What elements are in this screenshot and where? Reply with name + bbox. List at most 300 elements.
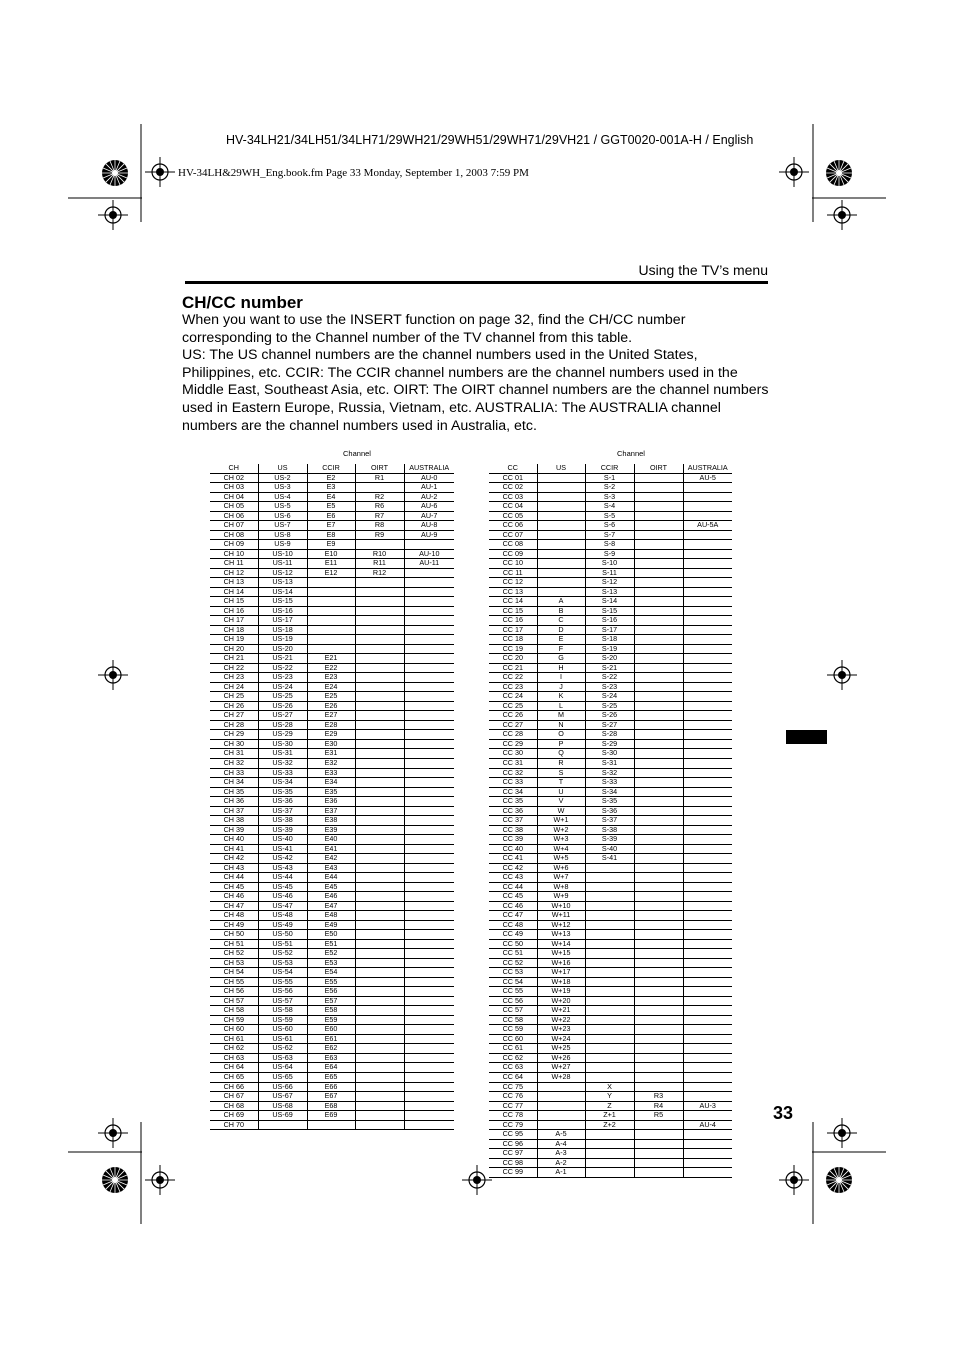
table-row [489,1158,732,1168]
table-cell [355,663,404,673]
table-cell [683,483,732,493]
table-cell: Z+2 [585,1120,634,1130]
table-cell [404,892,454,902]
table-cell [404,682,454,692]
table-cell [355,920,404,930]
table-cell: US-47 [258,901,307,911]
table-cell: US-16 [258,606,307,616]
table-cell: F [537,644,585,654]
table-cell [585,1073,634,1083]
table-cell: CC 04 [489,502,537,512]
table-cell [683,502,732,512]
model-header: HV-34LH21/34LH51/34LH71/29WH21/29WH51/29WH71/29VH21 / GGT0020-001A-H / English [226,133,754,147]
table-row [210,730,454,740]
table-cell [537,1101,585,1111]
table-cell: E66 [307,1082,355,1092]
table-cell: S-26 [585,711,634,721]
table-cell: US-26 [258,701,307,711]
table-cell [355,987,404,997]
table-cell [683,692,732,702]
ch-table-header-row [210,464,454,473]
table-row [210,911,454,921]
table-cell [683,1015,732,1025]
file-info-header: HV-34LH&29WH_Eng.book.fm Page 33 Monday, September 1, 2003 7:59 PM [178,167,529,179]
ch-table-caption: Channel [343,449,371,458]
table-row [489,483,732,493]
table-cell: W+22 [537,1015,585,1025]
table-cell: S-11 [585,568,634,578]
table-cell: E61 [307,1034,355,1044]
table-cell: CH 62 [210,1044,258,1054]
table-cell [404,911,454,921]
table-cell: E50 [307,930,355,940]
table-cell [634,597,683,607]
table-cell: CH 19 [210,635,258,645]
table-cell [537,549,585,559]
table-row [489,758,732,768]
table-cell: US-24 [258,682,307,692]
table-cell: E49 [307,920,355,930]
table-row [210,1111,454,1121]
table-cell: CC 38 [489,825,537,835]
table-cell [307,597,355,607]
table-cell: E5 [307,502,355,512]
table-cell: CC 16 [489,616,537,626]
table-row [489,854,732,864]
table-row [489,635,732,645]
table-cell: CC 59 [489,1025,537,1035]
table-cell [355,1082,404,1092]
table-cell: US-3 [258,483,307,493]
table-cell: S-17 [585,625,634,635]
table-cell [634,1073,683,1083]
table-cell [683,559,732,569]
table-row [489,1130,732,1140]
table-cell: CC 41 [489,854,537,864]
table-cell: US-69 [258,1111,307,1121]
table-row [489,797,732,807]
table-cell [355,758,404,768]
table-row [489,1111,732,1121]
table-cell [404,930,454,940]
table-row [489,616,732,626]
table-row [210,797,454,807]
table-cell: E38 [307,816,355,826]
table-cell: US-68 [258,1101,307,1111]
table-cell: CH 14 [210,587,258,597]
table-cell: CH 04 [210,492,258,502]
table-row [489,739,732,749]
table-cell [404,958,454,968]
table-cell [634,511,683,521]
table-cell: S-38 [585,825,634,835]
table-cell [683,530,732,540]
table-cell: CH 55 [210,977,258,987]
table-cell: CC 42 [489,863,537,873]
table-cell: CH 26 [210,701,258,711]
table-cell: US-7 [258,521,307,531]
table-cell [537,1111,585,1121]
table-cell [355,1034,404,1044]
table-cell [404,1044,454,1054]
table-row [210,987,454,997]
table-cell [355,797,404,807]
table-cell: S-19 [585,644,634,654]
table-cell: E43 [307,863,355,873]
table-cell: US-15 [258,597,307,607]
table-cell [634,854,683,864]
table-cell [634,1158,683,1168]
table-cell [683,758,732,768]
table-cell: Z [585,1101,634,1111]
table-cell [683,835,732,845]
table-cell: CC 10 [489,559,537,569]
table-row [210,778,454,788]
registration-target-icon [779,157,809,187]
table-row [210,816,454,826]
table-cell [683,730,732,740]
table-row [210,854,454,864]
table-row [489,749,732,759]
table-cell: W+4 [537,844,585,854]
table-cell: US-29 [258,730,307,740]
table-row [489,996,732,1006]
table-cell [683,787,732,797]
table-cell: US-36 [258,797,307,807]
table-cell: E64 [307,1063,355,1073]
table-row [489,987,732,997]
table-cell [634,739,683,749]
table-row [489,587,732,597]
table-row [210,701,454,711]
table-cell: R [537,758,585,768]
table-row [489,549,732,559]
table-cell: E48 [307,911,355,921]
table-cell: S-22 [585,673,634,683]
table-cell: CH 37 [210,806,258,816]
table-cell [355,635,404,645]
table-cell: CC 28 [489,730,537,740]
table-cell [355,1101,404,1111]
table-cell [355,730,404,740]
table-cell: CC 98 [489,1158,537,1168]
table-cell: S-27 [585,720,634,730]
table-cell [634,720,683,730]
table-cell [585,1158,634,1168]
table-cell: W+2 [537,825,585,835]
table-cell: US-64 [258,1063,307,1073]
table-row [489,844,732,854]
table-cell: CC 07 [489,530,537,540]
column-header: US [258,464,307,473]
table-cell: CH 13 [210,578,258,588]
table-cell [634,1168,683,1178]
table-row [489,730,732,740]
table-cell [585,1063,634,1073]
table-cell: S-2 [585,483,634,493]
table-cell: CC 23 [489,682,537,692]
table-cell: CC 55 [489,987,537,997]
table-cell [634,673,683,683]
table-cell [683,1130,732,1140]
registration-target-icon [779,1165,809,1195]
table-row [210,663,454,673]
table-cell [634,1015,683,1025]
table-cell [585,987,634,997]
ch-table-block [210,449,454,1129]
table-row [210,949,454,959]
table-cell: W+23 [537,1025,585,1035]
table-cell: A-5 [537,1130,585,1140]
table-cell [404,1053,454,1063]
table-cell [307,635,355,645]
table-cell [634,483,683,493]
table-cell [634,578,683,588]
table-row [489,559,732,569]
table-cell [683,863,732,873]
table-cell [585,977,634,987]
table-cell [634,587,683,597]
table-cell [683,1044,732,1054]
table-cell: E52 [307,949,355,959]
table-cell [634,682,683,692]
table-cell [634,749,683,759]
table-cell: E36 [307,797,355,807]
table-cell [537,511,585,521]
column-header: CC [489,464,537,473]
table-cell [355,977,404,987]
table-cell: US-41 [258,844,307,854]
table-cell: E30 [307,739,355,749]
table-cell [355,1120,404,1130]
table-cell [634,758,683,768]
table-cell: E2 [307,473,355,483]
table-cell [683,1139,732,1149]
table-cell [307,616,355,626]
column-header: US [537,464,585,473]
table-cell [683,1149,732,1159]
table-cell [683,939,732,949]
table-row [489,682,732,692]
table-cell [683,816,732,826]
table-cell [683,958,732,968]
table-cell [404,701,454,711]
table-cell [634,625,683,635]
table-cell: US-32 [258,758,307,768]
table-cell: CC 29 [489,739,537,749]
table-cell [585,1139,634,1149]
table-cell [683,768,732,778]
table-cell: US-27 [258,711,307,721]
table-cell [634,635,683,645]
table-cell: CH 31 [210,749,258,759]
table-cell: CH 50 [210,930,258,940]
table-cell: CC 61 [489,1044,537,1054]
table-row [210,1034,454,1044]
table-cell: US-35 [258,787,307,797]
table-cell [404,587,454,597]
table-cell: US-14 [258,587,307,597]
table-cell [683,882,732,892]
table-cell [404,1101,454,1111]
table-cell: S-29 [585,739,634,749]
table-cell [355,930,404,940]
table-cell: E8 [307,530,355,540]
table-cell [634,797,683,807]
table-cell [683,892,732,902]
table-cell: CC 95 [489,1130,537,1140]
table-row [489,511,732,521]
table-cell [537,540,585,550]
table-cell [683,778,732,788]
table-cell: E37 [307,806,355,816]
table-row [489,977,732,987]
table-cell: CH 43 [210,863,258,873]
table-cell: W+15 [537,949,585,959]
table-cell: A-1 [537,1168,585,1178]
table-cell: R11 [355,559,404,569]
table-cell: CH 11 [210,559,258,569]
table-cell: E24 [307,682,355,692]
registration-target-icon [462,1165,492,1195]
table-cell: E65 [307,1073,355,1083]
table-row [210,635,454,645]
table-row [489,663,732,673]
table-cell [404,625,454,635]
table-cell [404,863,454,873]
table-cell: CH 34 [210,778,258,788]
table-cell [404,949,454,959]
starburst-target-icon [825,159,853,187]
table-row [489,720,732,730]
table-row [489,473,732,483]
table-cell: E58 [307,1006,355,1016]
table-cell [404,987,454,997]
table-cell: US-44 [258,873,307,883]
table-cell [683,1073,732,1083]
table-cell: CC 78 [489,1111,537,1121]
table-cell [355,1092,404,1102]
table-cell [634,863,683,873]
table-cell: CC 12 [489,578,537,588]
table-cell: US-5 [258,502,307,512]
table-cell [585,873,634,883]
table-cell [404,1025,454,1035]
table-cell: P [537,739,585,749]
table-row [210,882,454,892]
table-cell: W+21 [537,1006,585,1016]
table-cell: CC 20 [489,654,537,664]
registration-target-icon [98,660,128,690]
table-cell [404,1034,454,1044]
table-cell: US-51 [258,939,307,949]
table-cell: S-24 [585,692,634,702]
table-cell [634,568,683,578]
table-cell: V [537,797,585,807]
table-cell: CH 63 [210,1053,258,1063]
table-cell [585,1006,634,1016]
table-cell: S-36 [585,806,634,816]
table-cell [683,625,732,635]
table-cell [683,949,732,959]
table-cell: CC 79 [489,1120,537,1130]
table-cell: S-9 [585,549,634,559]
table-cell: AU-5 [683,473,732,483]
table-cell [634,873,683,883]
table-row [489,911,732,921]
table-cell: E7 [307,521,355,531]
table-cell [404,968,454,978]
table-cell [355,844,404,854]
table-cell: E60 [307,1025,355,1035]
table-row [489,901,732,911]
table-cell: S-23 [585,682,634,692]
table-cell: CC 32 [489,768,537,778]
cc-table-block [489,449,732,1177]
table-row [210,873,454,883]
table-cell: E33 [307,768,355,778]
table-cell [634,1149,683,1159]
table-cell [683,854,732,864]
table-cell: CC 36 [489,806,537,816]
table-cell [404,616,454,626]
table-row [210,559,454,569]
table-cell [683,597,732,607]
table-cell [683,1063,732,1073]
table-cell [355,701,404,711]
table-cell: I [537,673,585,683]
table-row [210,597,454,607]
table-cell [404,635,454,645]
table-cell: S-32 [585,768,634,778]
table-cell [683,492,732,502]
table-cell: E41 [307,844,355,854]
table-cell: US-49 [258,920,307,930]
table-cell: Z+1 [585,1111,634,1121]
table-cell [585,1053,634,1063]
table-cell: CC 64 [489,1073,537,1083]
table-cell: AU-7 [404,511,454,521]
table-row [489,701,732,711]
table-cell: CC 40 [489,844,537,854]
table-cell: E47 [307,901,355,911]
table-cell: R3 [634,1092,683,1102]
table-cell [537,502,585,512]
table-cell: CH 47 [210,901,258,911]
table-cell: CH 15 [210,597,258,607]
table-cell [683,540,732,550]
table-cell: E54 [307,968,355,978]
table-row [489,825,732,835]
table-cell: US-4 [258,492,307,502]
table-cell [404,835,454,845]
table-cell: CC 17 [489,625,537,635]
table-cell: W+9 [537,892,585,902]
table-cell [404,778,454,788]
table-cell [683,977,732,987]
table-cell: US-10 [258,549,307,559]
table-row [210,616,454,626]
table-row [489,806,732,816]
table-cell: AU-6 [404,502,454,512]
table-cell: M [537,711,585,721]
table-cell [683,711,732,721]
registration-target-icon [98,200,128,230]
table-cell: CH 54 [210,968,258,978]
table-cell: S-15 [585,606,634,616]
table-row [210,749,454,759]
table-cell: US-52 [258,949,307,959]
